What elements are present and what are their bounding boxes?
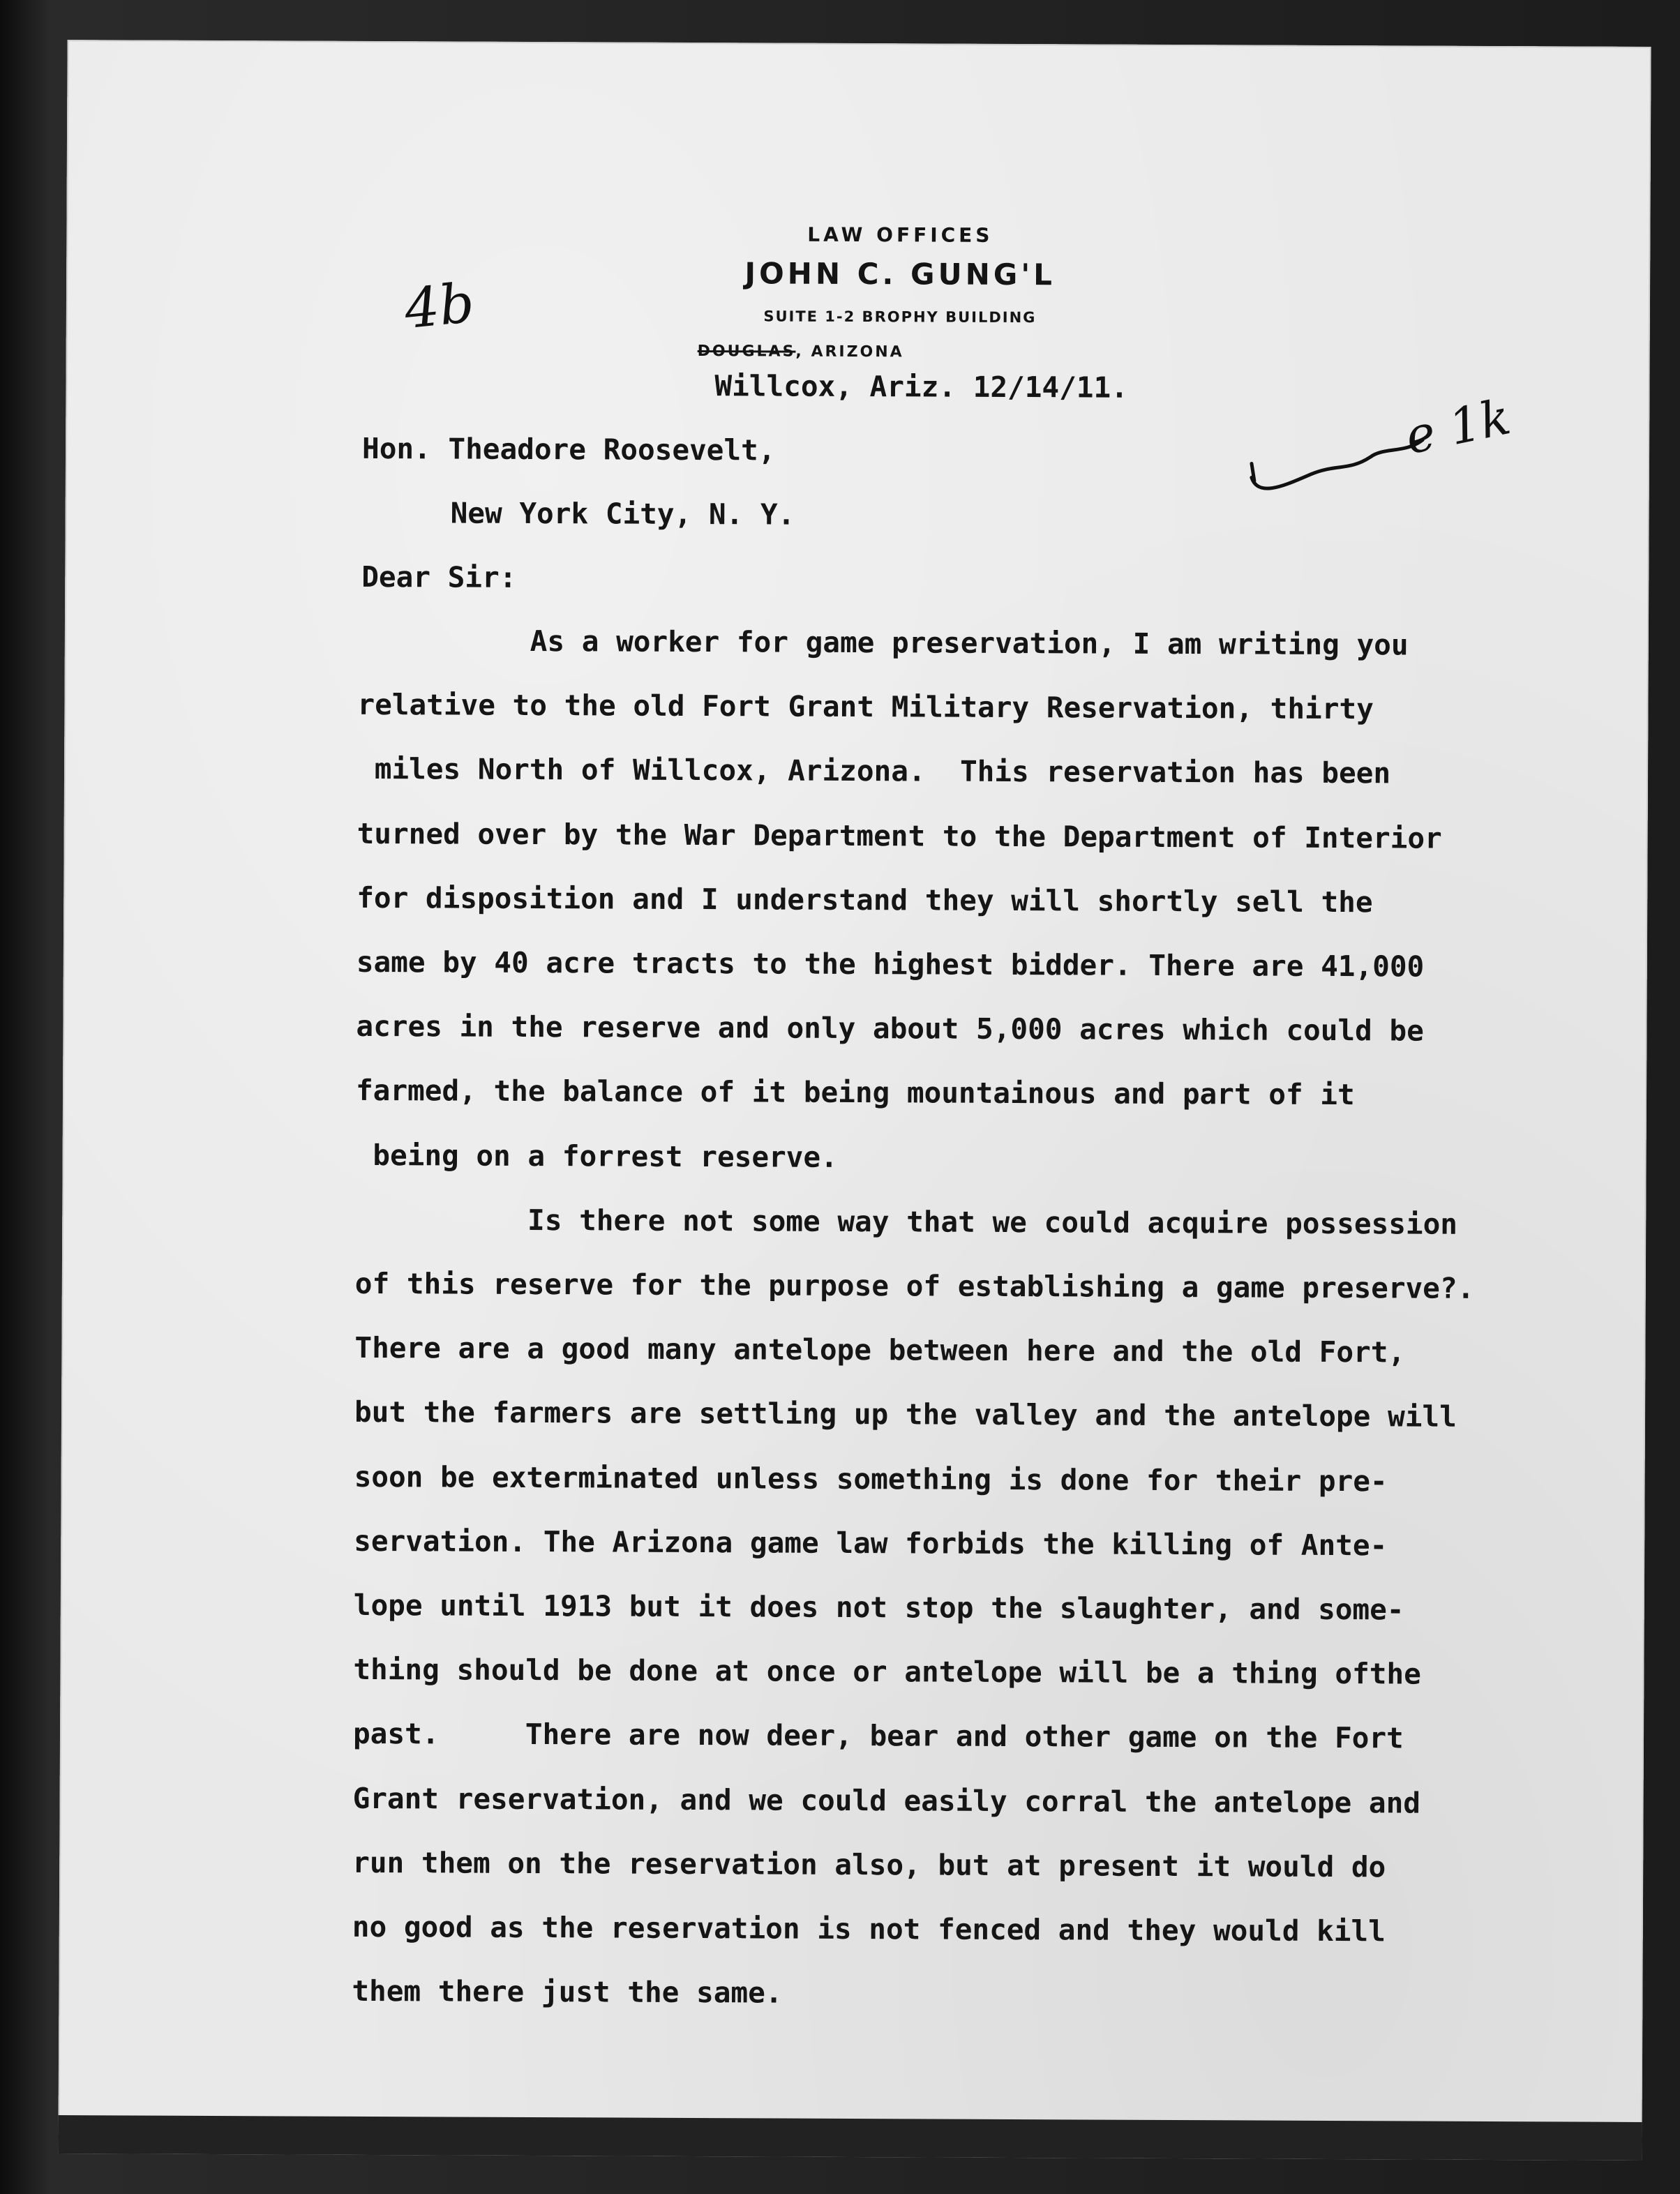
body-line: acres in the reserve and only about 5,000 acres which could be (356, 1009, 1424, 1048)
body-line: no good as the reservation is not fenced and they would kill (352, 1909, 1386, 1948)
handwritten-mark-left: 4b (401, 271, 477, 342)
handwritten-mark-right: e 1k (1400, 388, 1515, 466)
address-recipient: Hon. Theadore Roosevelt, (361, 431, 776, 467)
body-line: Grant reservation, and we could easily corral the antelope and (352, 1781, 1421, 1820)
body-line: farmed, the balance of it being mountainous and part of it (355, 1073, 1355, 1112)
body-line: but the farmers are settling up the valley and the antelope will (354, 1395, 1457, 1434)
body-line: being on a forrest reserve. (355, 1138, 838, 1174)
address-city: New York City, N. Y. (450, 496, 795, 532)
body-line: same by 40 acre tracts to the highest bidder. There are 41,000 (356, 945, 1425, 984)
body-line: soon be exterminated unless something is done for their pre- (354, 1459, 1388, 1498)
page-bottom-shadow (58, 2115, 1642, 2161)
body-line: relative to the old Fort Grant Military Reservation, thirty (357, 687, 1374, 726)
body-line: of this reserve for the purpose of establishing a game preserve?. (354, 1266, 1475, 1305)
body-line: them there just the same. (352, 1974, 783, 2010)
body-line: Is there not some way that we could acquire possession (355, 1202, 1458, 1241)
body-line: for disposition and I understand they will shortly sell the (357, 880, 1373, 919)
salutation: Dear Sir: (361, 559, 517, 594)
body-line: As a worker for game preservation, I am writing you (357, 623, 1409, 662)
body-line: turned over by the War Department to the Department of Interior (357, 816, 1442, 855)
body-line: thing should be done at once or antelope will be a thing ofthe (353, 1652, 1421, 1691)
letterhead-name: JOHN C. GUNG'L (744, 256, 1056, 292)
letterhead-city (698, 343, 904, 361)
handwritten-scribble (1245, 414, 1427, 499)
body-line: servation. The Arizona game law forbids the killing of Ante- (354, 1524, 1388, 1563)
body-line: run them on the reservation also, but at present it would do (352, 1845, 1386, 1884)
body-line: miles North of Willcox, Arizona. This reservation has been (357, 751, 1391, 790)
letterhead-offices: LAW OFFICES (807, 223, 993, 247)
body-line: lope until 1913 but it does not stop the slaughter, and some- (353, 1588, 1404, 1627)
dateline: Willcox, Ariz. 12/14/11. (714, 369, 1128, 405)
letterhead-city-state: , ARIZONA (795, 343, 904, 361)
body-line: There are a good many antelope between here and the old Fort, (354, 1330, 1406, 1369)
letterhead-suite: SUITE 1-2 BROPHY BUILDING (763, 308, 1037, 326)
letterhead-city-struck: DOUGLAS (697, 343, 796, 361)
letter-page (58, 40, 1651, 2161)
body-line: past. There are now deer, bear and other game on the Fort (352, 1716, 1404, 1755)
